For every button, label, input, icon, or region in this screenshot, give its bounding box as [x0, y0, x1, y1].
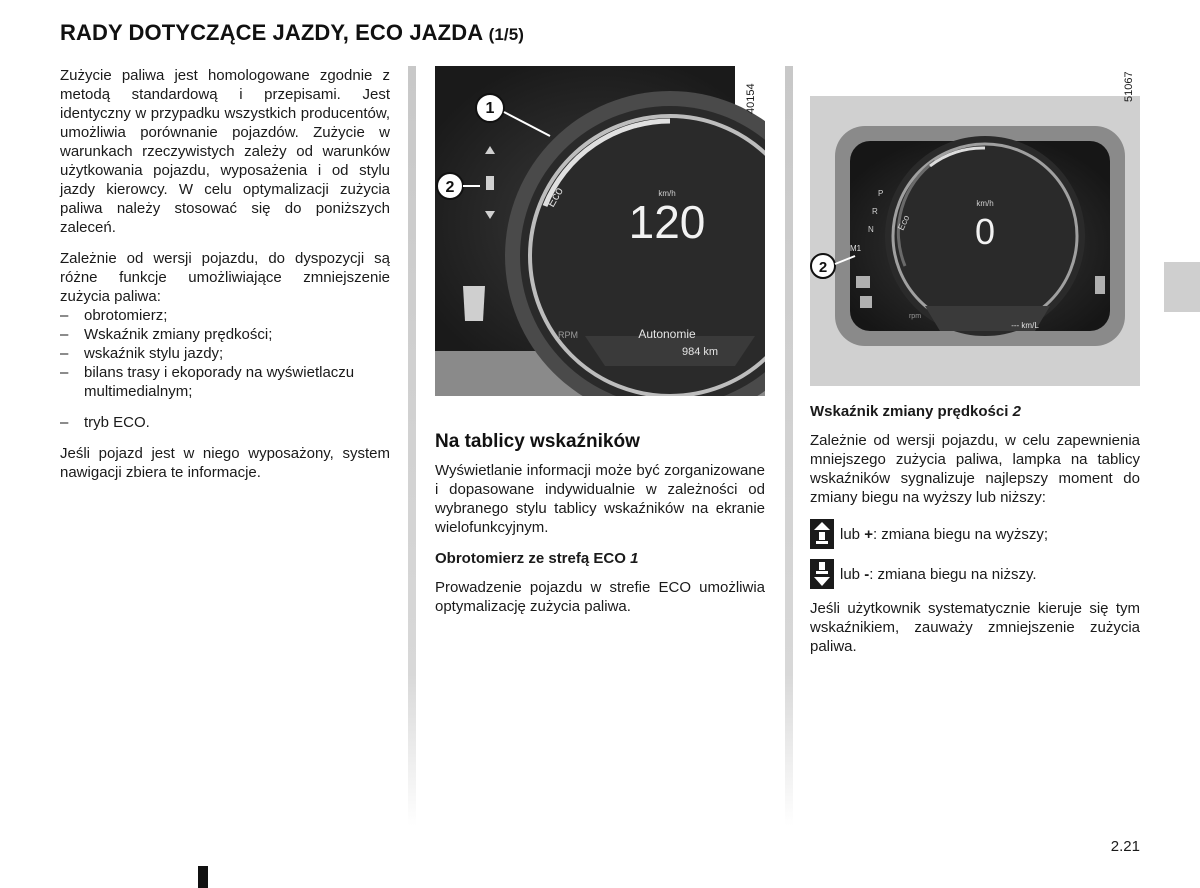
list-item: – tryb ECO. [60, 413, 390, 432]
upshift-row [810, 519, 1140, 549]
display-paragraph: Wyświetlanie informacji może być zorganizowane i dopasowane indywidualnie w zależności od wybranego stylu tablicy wskaźników na ekranie wielofunkcyjnym. [435, 462, 765, 536]
cluster-figure-2 [810, 66, 1140, 386]
eco-paragraph: Prowadzenie pojazdu w strefie ECO umożliwia optymalizację zużycia paliwa. [435, 579, 765, 615]
page-title [60, 20, 524, 46]
list-item: – bilans trasy i ekoporady na wyświetlaczu multimedialnym; [60, 363, 390, 401]
benefit-paragraph: Jeśli użytkownik systematycznie kieruje się tym wskaźnikiem, zauważy zmniejszenie zużycia paliwa. [810, 600, 1140, 655]
gear-p: P [878, 189, 884, 198]
fig1-ref: 40154 [745, 83, 757, 114]
crop-mark [198, 866, 208, 888]
gear-indicator-number: 2 [1012, 403, 1021, 420]
fig2-ref: 51067 [1123, 71, 1135, 102]
list-item: – obrotomierz; [60, 306, 390, 325]
eco-label: Eco [543, 184, 566, 210]
list-item: – wskaźnik stylu jazdy; [60, 344, 390, 363]
rpm-label-fig2: rpm [908, 313, 922, 320]
intro-paragraph: Zużycie paliwa jest homologowane zgodnie z metodą standardową i przepisami. Jest identyczny w przypadku wszystkich producentów, umożliwia porównanie pojazdów. Zużycie w warunkach rzeczywistych zależy od warunków użytkowania pojazdu, wyposażenia i od stylu jazdy kierowcy. W celu optymalizacji zużycia paliwa należy stosować się do poniższych zaleceń. [60, 67, 390, 236]
subsection-title: Obrotomierz ze strefą ECO [435, 550, 626, 567]
rpm-label: RPM [558, 330, 578, 340]
gear-indicator-paragraph: Zależnie od wersji pojazdu, w celu zapewnienia mniejszego zużycia paliwa, lampka na tablicy wskaźników sygnalizuje najlepszy moment do zmiany biegu na wyższy lub niższy: [810, 432, 1140, 506]
column-2 [435, 432, 765, 628]
callout-1: 1 [485, 100, 495, 117]
speed-unit-fig2: km/h [976, 199, 994, 208]
column-3 [810, 402, 1140, 668]
eco-label-fig2: Eco [895, 213, 912, 232]
speed-value: 120 [628, 196, 706, 248]
autonomy-value: 984 km [681, 346, 719, 358]
list-item: – Wskaźnik zmiany prędkości; [60, 325, 390, 344]
gear-r: R [872, 207, 878, 216]
gear-indicator-title: Wskaźnik zmiany prędkości [810, 403, 1009, 420]
upshift-icon [810, 519, 834, 549]
speed-unit: km/h [658, 189, 676, 198]
upshift-text: lub +: zmiana biegu na wyższy; [840, 525, 1049, 543]
cluster-figure-1 [435, 66, 765, 396]
column-shade-2 [785, 66, 793, 826]
callout-2: 2 [445, 179, 455, 196]
navigation-paragraph: Jeśli pojazd jest w niego wyposażony, system nawigacji zbiera te informacje. [60, 445, 390, 481]
autonomy-label: Autonomie [638, 327, 696, 341]
subsection-number: 1 [630, 550, 639, 567]
downshift-row [810, 559, 1140, 589]
downshift-icon [810, 559, 834, 589]
section-tab [1164, 262, 1200, 312]
downshift-text: lub -: zmiana biegu na niższy. [840, 565, 1037, 583]
speed-value-fig2: 0 [974, 211, 996, 252]
consumption-value: --- km/L [1011, 321, 1039, 330]
gear-m1: M1 [850, 244, 862, 253]
gear-n: N [868, 225, 874, 234]
gear-indicator-heading [810, 402, 1140, 421]
callout-2-fig2: 2 [818, 259, 828, 276]
title-main: RADY DOTYCZĄCE JAZDY, ECO JAZDA [60, 20, 483, 45]
functions-list [60, 306, 390, 432]
subsection-heading [435, 549, 765, 568]
section-heading: Na tablicy wskaźników [435, 431, 640, 452]
column-1 [60, 66, 390, 494]
column-shade-1 [408, 66, 416, 826]
functions-paragraph: Zależnie od wersji pojazdu, do dyspozycji są różne funkcje umożliwiające zmniejszenie zużycia paliwa: [60, 250, 390, 305]
title-page-index: (1/5) [488, 25, 525, 44]
page-number: 2.21 [1110, 838, 1140, 855]
